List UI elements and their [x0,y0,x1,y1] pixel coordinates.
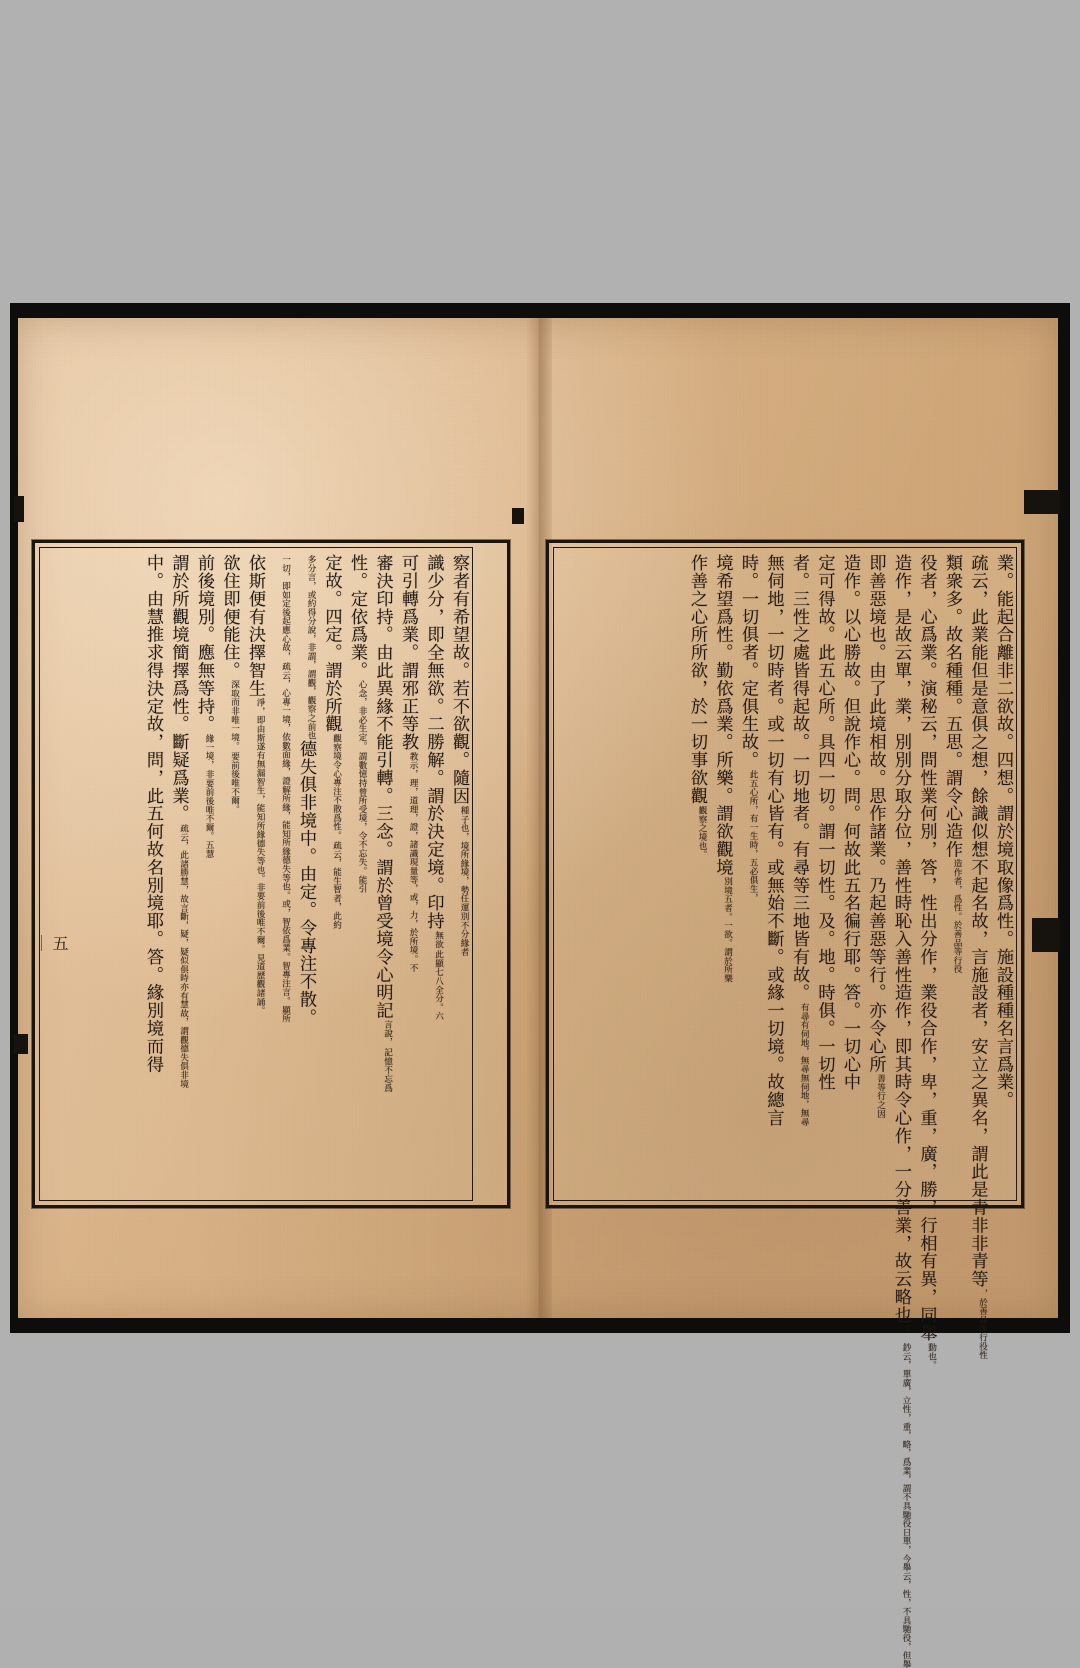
text-column: 即善惡境也。由了此境相故。思作諸業。乃起善惡等行。亦令心所善等行之因 [865,554,886,1119]
interlinear-annotation: 疏云，能生智者，此約 [331,840,342,929]
text-column: 審決印持。由此異緣不能引轉。三念。謂於曾受境令心明記言說，記憶不忘爲 [372,554,393,1092]
interlinear-annotation: 此五心所，有一生時，五必俱生， [748,769,758,902]
text-column: 作善之心所所欲，於一切事欲觀觀察之境也。 [687,554,707,859]
interlinear-annotation: 無欲 [433,930,444,949]
interlinear-annotation: 緣一境， [204,734,214,770]
folio-number: 五 [41,935,71,951]
text-column: 察者有希望故。若不欲觀。隨因種子也，境所緣境，勢任運別不分緣者 [449,554,469,957]
text-column: 多分言，或約得分說，非謂，謂觀，觀察之前也德失俱非境中。由定。令專注不散。 [291,552,317,1196]
text-column: 前後境別。應無等持。緣一境，非要前後唯不爾。五慧 [194,554,214,859]
text-column: 時。一切俱者。定俱生故。此五心所，有一生時，五必俱生， [738,554,758,902]
interlinear-annotation: 造作者，爲性。於善品等行役 [952,859,962,974]
interlinear-annotation: 非要前後唯不爾。五慧 [204,770,214,859]
text-column: 定故。四定。謂於所觀觀察境令心專注不散爲性。疏云，能生智者，此約 [321,554,342,929]
edge-notch-left-top [14,496,24,522]
page-left [32,540,510,1208]
interlinear-annotation: 謂數憶持曾所受境，令不忘失。能引 [357,751,367,893]
interlinear-annotation: 多分言，或約得分說，非謂，謂觀，觀察之前也 [306,555,316,740]
text-column: 者。三性之處皆得起故。一切地者。有尋等三地皆有故。有尋有伺地，無尋無伺地，無尋 [789,554,809,1126]
text-column: 中。由慧推求得決定故，問，此五何故名別境耶。答。緣別境而得 [143,554,163,1074]
edge-notch-center-top [512,508,524,524]
text-column: 疏云，此業能但是意俱之想，餘識似想不起名故，言施設者，安立之異名，謂此是青非非青等，於善品等行役性 [967,554,988,1360]
text-column: 境希望爲性。勤依爲業。所樂。謂欲觀境別境五者。一欲。謂於所樂 [712,554,733,983]
book-spread [18,318,1058,1668]
text-column: 業。能起合離非二欲故。四想。謂於境取像爲性。施設種種名言爲業。 [993,554,1013,1109]
interlinear-annotation: 動也。 [926,1342,937,1370]
interlinear-annotation: 種子也，境所緣境，勢任運 [459,805,469,912]
text-column: 役者，心爲業。演秘云，問性業何別，答，性出分作，業役合作，卑，重，廣，勝，行相有異，同舉動也。 [916,554,937,1370]
interlinear-annotation: 善等行之因 [875,1074,886,1119]
interlinear-annotation: 深取而非唯一境。 [229,680,240,751]
text-column: 依斯便有決擇智生淨，即由斯遂有無漏智生，能知所緣德失等也。非要前後唯不爾。見道歷觀諸誦。 [240,552,266,1196]
interlinear-annotation: 記憶不忘爲 [382,1047,393,1092]
interlinear-annotation: 一切，即如定後起應心故， [280,555,291,661]
text-column [265,552,291,1196]
interlinear-annotation: 疏云，此諸勝慧，故言斷，疑，疑似俱時亦有慧故，謂觀德失俱非境 [178,823,189,1088]
interlinear-annotation: 疏云，心專一境，依數面緣，證解所緣，能知所緣德失等也。或，智依爲業。智專注言。顯所 [280,661,291,1023]
interlinear-annotation: 觀察之境也。 [697,805,707,859]
text-column: 類衆多。故名種種。五思。謂令心造作造作者，爲性。於善品等行役 [942,554,962,974]
text-column: 造作，是故云單，業，別別分取分位，善性時恥入善性造作，即其時令心作，一分善業，故云略也。鈔云，單廣，立性，重，略，爲業，謂不具馳役日單，今舉云，性，不具馳役，但舉 [886,552,912,1196]
interlinear-annotation: 鈔云，單廣，立性，重，略，爲業，謂不具馳役日單，今舉云，性，不具馳役，但舉 [901,1342,911,1668]
text-column: 謂於所觀境簡擇爲性。斷疑爲業。疏云，此諸勝慧，故言斷，疑，疑似俱時亦有慧故，謂觀德失俱非境 [163,552,189,1196]
page-right-textblock [553,547,1017,1668]
text-column: 欲住即便能住。深取而非唯一境。要前後唯不爾。 [219,554,240,814]
interlinear-annotation: 別境五者。一欲。謂於所樂 [722,877,733,983]
interlinear-annotation: 觀察境令心專注不散爲性。 [331,734,342,840]
interlinear-annotation: 言說， [382,1020,393,1047]
page-left-textblock [39,547,473,1201]
interlinear-annotation: 有尋有伺地，無尋無伺地，無尋 [799,1002,809,1126]
interlinear-annotation: 淨，即由斯遂有無漏智生，能知所緣德失等也。非要前後唯不爾。見道歷觀諸誦。 [255,698,265,1016]
interlinear-annotation: 教示，理，道理，證，諸識現量等，或，力，於所境。不 [408,751,418,972]
interlinear-annotation: ，於善品等行役性 [977,1288,988,1360]
interlinear-annotation: 別不分緣者 [459,912,469,957]
text-column: 識少分，即全無欲。二勝解。謂於決定境。印持無欲此顯七八全分。六 [423,554,444,1020]
text-column: 無伺地，一切時者。或一切有心皆有。或無始不斷。或緣一切境。故總言 [763,554,784,1127]
text-column: 造作。以心勝故。但說作心。問。何故此五名徧行耶。答。一切心中 [840,554,860,1091]
interlinear-annotation: 此顯七八全分。六 [433,949,444,1020]
edge-notch-right-top [1024,490,1060,514]
text-column: 可引轉爲業。謂邪正等教教示，理，道理，證，諸識現量等，或，力，於所境。不 [398,554,418,972]
interlinear-annotation: 要前後唯不爾。 [229,751,240,814]
page-right [546,540,1024,1668]
edge-notch-right-mid [1032,918,1060,952]
edge-notch-left-bottom [14,1034,28,1054]
interlinear-annotation: 心念，非必生定。 [357,680,367,751]
text-column: 定可得故。此五心所。具四一切。謂一切性。及。地。時俱。一切性 [814,554,835,1091]
text-column: 性。定依爲業。心念，非必生定。謂數憶持曾所受境，令不忘失。能引 [347,554,367,893]
